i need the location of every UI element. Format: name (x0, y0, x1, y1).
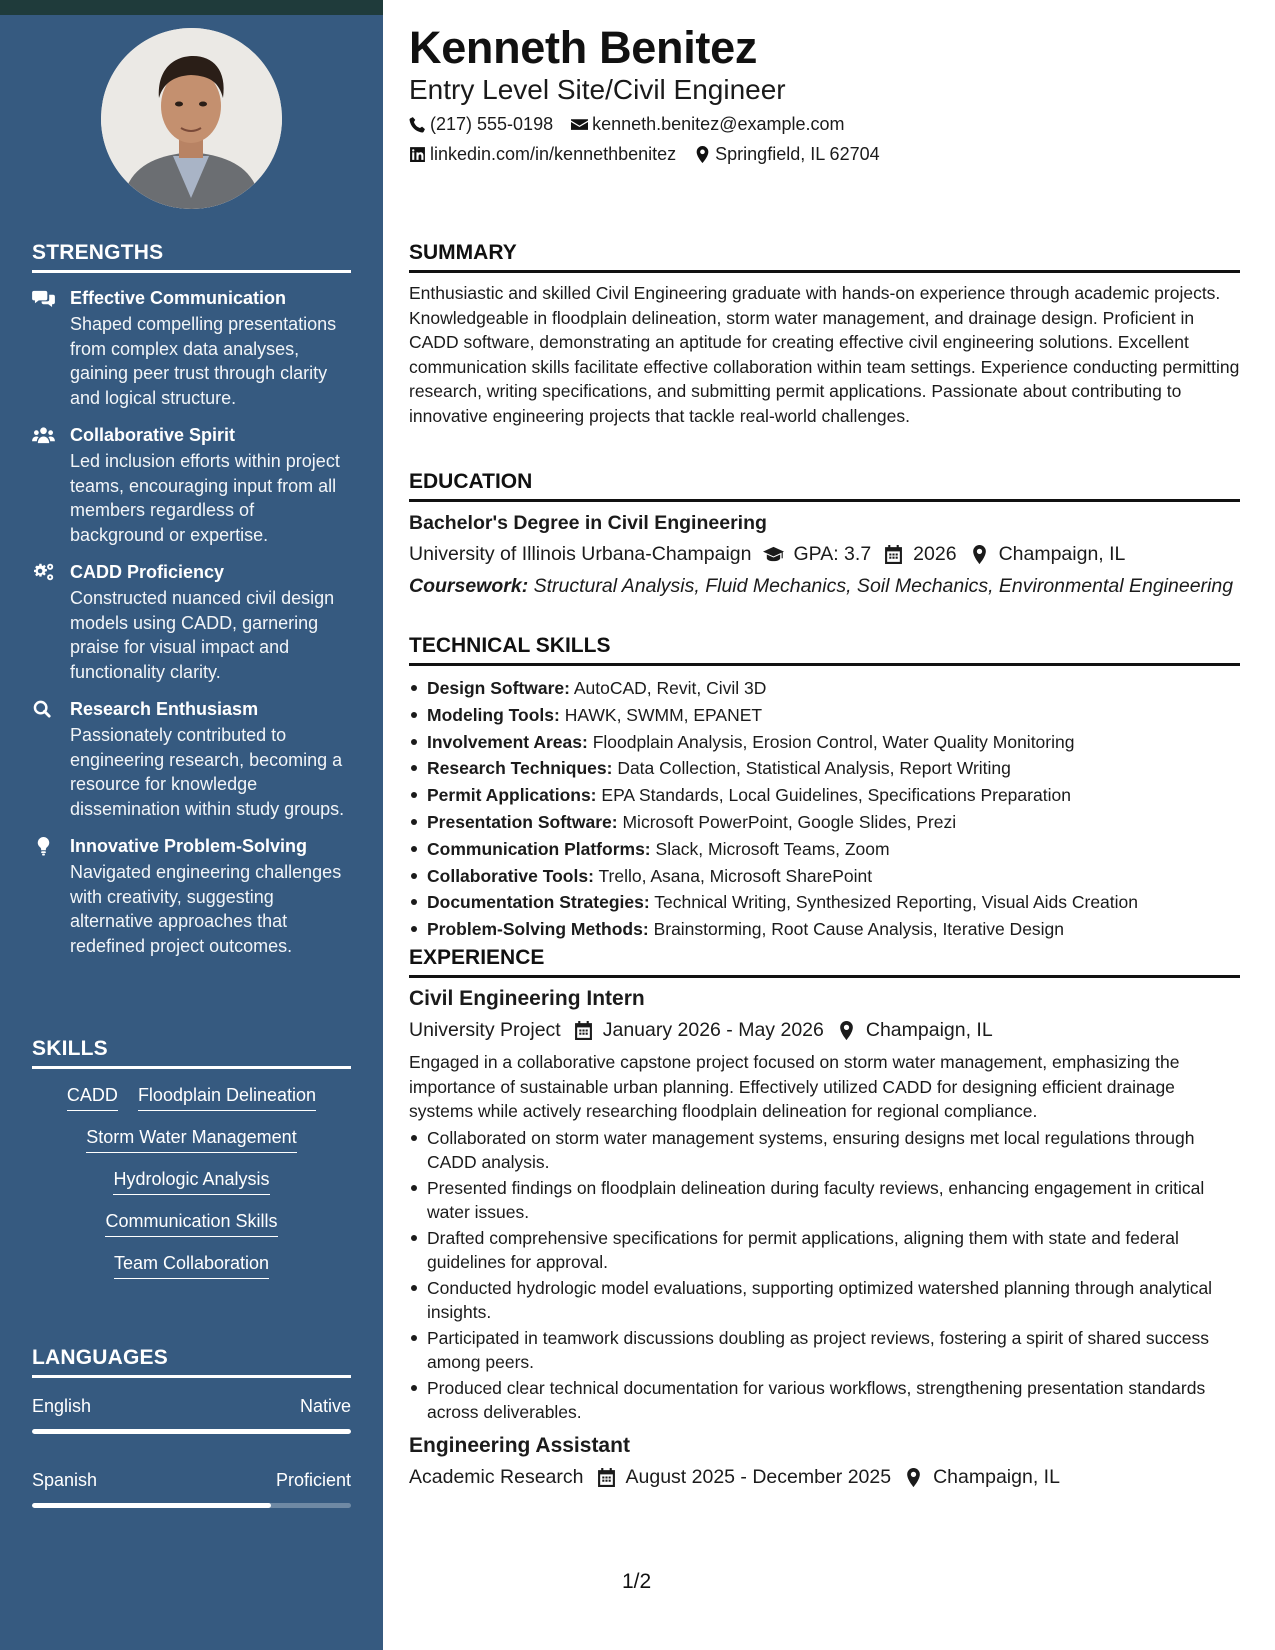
gpa (763, 543, 871, 566)
map-marker-icon (836, 1021, 857, 1040)
skills-list (32, 1083, 351, 1279)
skill-category: Problem-Solving Methods: (427, 919, 649, 940)
graduation-year-text: 2026 (913, 543, 957, 565)
sidebar-top-bar (0, 0, 383, 15)
school-name-text: University of Illinois Urbana-Champaign (409, 543, 752, 565)
language-name: English (32, 1396, 92, 1416)
language-row (32, 1396, 351, 1417)
job-meta (409, 1019, 1240, 1042)
strengths-section (32, 241, 351, 958)
skill-category: Permit Applications: (427, 785, 597, 806)
achievement-item: Produced clear technical documentation for various workflows, strengthening presentation standards across deliverables. (409, 1376, 1240, 1425)
job-title: Engineering Assistant (409, 1433, 630, 1457)
strength-description: Constructed nuanced civil design models using CADD, garnering praise for visual impact and functionality clarity. (70, 588, 335, 682)
profile-photo-image (101, 28, 282, 209)
strength-title: Innovative Problem-Solving (70, 836, 308, 856)
location-text: Springfield, IL 62704 (715, 144, 880, 164)
skill-category: Presentation Software: (427, 811, 618, 832)
job-entry (409, 1434, 1240, 1489)
technical-skill-item (409, 809, 1240, 836)
strength-description: Shaped compelling presentations from complex data analyses, gaining peer trust through clarity and logical structure. (70, 314, 337, 408)
strength-item (32, 698, 351, 821)
linkedin-url[interactable]: linkedin.com/in/kennethbenitez (430, 144, 677, 164)
school-location-text: Champaign, IL (998, 543, 1126, 565)
skill-category: Research Techniques: (427, 758, 613, 779)
language-level: Native (299, 1396, 351, 1416)
skill-tag: Floodplain Delineation (138, 1083, 316, 1111)
achievement-item: Presented findings on floodplain delineation during faculty reviews, enhancing engagement in critical water issues. (409, 1176, 1240, 1225)
map-marker-icon (903, 1468, 924, 1487)
job-organization (409, 1019, 561, 1042)
skill-values: EPA Standards, Local Guidelines, Specifications Preparation (601, 785, 1071, 806)
job-dates (573, 1019, 824, 1042)
search-icon (32, 698, 70, 821)
skill-values: Microsoft PowerPoint, Google Slides, Prezi (622, 811, 957, 832)
languages-heading: LANGUAGES (32, 1346, 351, 1378)
summary-section (409, 241, 1240, 428)
skill-category: Communication Platforms: (427, 838, 651, 859)
technical-skill-item (409, 675, 1240, 702)
skill-tag: Team Collaboration (114, 1251, 269, 1279)
technical-skills-section (409, 634, 1240, 943)
technical-skill-item (409, 916, 1240, 943)
technical-skill-item (409, 836, 1240, 863)
coursework-list: Structural Analysis, Fluid Mechanics, Soil Mechanics, Environmental Engineering (533, 575, 1234, 597)
strength-item (32, 424, 351, 547)
job-achievements (409, 1126, 1240, 1425)
map-marker-icon (694, 146, 711, 163)
skill-category: Collaborative Tools: (427, 865, 594, 886)
strength-title: Effective Communication (70, 288, 287, 308)
job-location-text: Champaign, IL (865, 1019, 993, 1041)
skill-tag: Communication Skills (105, 1209, 277, 1237)
job-dates-text: August 2025 - December 2025 (625, 1465, 892, 1488)
candidate-title: Entry Level Site/Civil Engineer (409, 74, 786, 105)
strength-title: Research Enthusiasm (70, 699, 259, 719)
technical-skills-heading: TECHNICAL SKILLS (409, 634, 1240, 666)
job-organization-text: Academic Research (409, 1465, 584, 1488)
calendar-icon (596, 1468, 617, 1487)
school-name (409, 543, 751, 566)
lightbulb-icon (32, 835, 70, 958)
language-proficiency-fill (32, 1429, 351, 1434)
contact-line (409, 144, 898, 165)
coursework (409, 574, 1240, 598)
skills-heading: SKILLS (32, 1037, 351, 1069)
strengths-heading: STRENGTHS (32, 241, 351, 273)
contact-line (409, 114, 863, 135)
summary-heading: SUMMARY (409, 241, 1240, 273)
skill-values: Technical Writing, Synthesized Reporting, Visual Aids Creation (654, 892, 1139, 913)
technical-skill-item (409, 702, 1240, 729)
technical-skill-item (409, 889, 1240, 916)
job-dates-text: January 2026 - May 2026 (602, 1019, 824, 1041)
technical-skill-item (409, 755, 1240, 782)
language-level: Proficient (275, 1470, 351, 1490)
location-contact (694, 144, 879, 165)
phone-number: (217) 555-0198 (430, 114, 554, 134)
skill-values: Data Collection, Statistical Analysis, Report Writing (617, 758, 1011, 779)
candidate-name: Kenneth Benitez (409, 22, 758, 73)
skill-values: HAWK, SWMM, EPANET (564, 704, 763, 725)
skill-category: Design Software: (427, 678, 570, 698)
technical-skill-item (409, 782, 1240, 809)
technical-skill-item (409, 729, 1240, 756)
strength-title: CADD Proficiency (70, 562, 225, 582)
phone-contact (409, 114, 553, 135)
languages-section (32, 1346, 351, 1508)
linkedin-icon (409, 146, 426, 163)
skill-values: AutoCAD, Revit, Civil 3D (573, 678, 767, 698)
job-description: Engaged in a collaborative capstone project focused on storm water management, emphasizing the importance of sustainable urban planning. Effectively utilized CADD for designing efficient drainage systems while actively researching floodplain delineation for regional compliance. (409, 1052, 1180, 1121)
job-organization (409, 1466, 584, 1489)
skills-section (32, 1037, 351, 1279)
skill-category: Involvement Areas: (427, 731, 588, 752)
comments-icon (32, 287, 70, 410)
education-heading: EDUCATION (409, 470, 1240, 502)
strength-title: Collaborative Spirit (70, 425, 236, 445)
achievement-item: Participated in teamwork discussions doubling as project reviews, fostering a spirit of shared success among peers. (409, 1326, 1240, 1375)
technical-skill-item (409, 863, 1240, 890)
job-meta (409, 1466, 1240, 1489)
education-section (409, 470, 1240, 598)
skill-values: Brainstorming, Root Cause Analysis, Iterative Design (653, 919, 1065, 940)
skill-values: Trello, Asana, Microsoft SharePoint (598, 865, 873, 886)
strength-description: Passionately contributed to engineering research, becoming a resource for knowledge dissemination within study groups. (70, 725, 345, 819)
strength-item (32, 835, 351, 958)
page-number: 1/2 (622, 1570, 652, 1593)
phone-icon (409, 116, 426, 133)
skill-category: Documentation Strategies: (427, 892, 650, 913)
strength-item (32, 287, 351, 410)
language-proficiency-bar (32, 1503, 351, 1508)
graduation-cap-icon (763, 545, 784, 564)
skill-tag: Hydrologic Analysis (113, 1167, 269, 1195)
envelope-icon (571, 116, 588, 133)
technical-skills-list (409, 675, 1240, 943)
strength-description: Led inclusion efforts within project teams, encouraging input from all members regardless of background or expertise. (70, 451, 340, 545)
email-address[interactable]: kenneth.benitez@example.com (592, 114, 845, 134)
language-row (32, 1470, 351, 1491)
achievement-item: Drafted comprehensive specifications for permit applications, aligning them with state and federal guidelines for approval. (409, 1226, 1240, 1275)
language-proficiency-bar (32, 1429, 351, 1434)
job-location-text: Champaign, IL (933, 1465, 1060, 1488)
sidebar (0, 0, 383, 1650)
summary-text: Enthusiastic and skilled Civil Engineering graduate with hands-on experience through academic projects. Knowledgeable in floodplain delineation, storm water management, and drainage design. Proficient in CADD software, demonstrating an aptitude for creating effective civil engineering solutions. Excellent communication skills facilitate effective collaboration within team settings. Experience conducting permitting research, writing specifications, and submitting permit applications. Passionate about contributing to innovative engineering projects that tackle real-world challenges. (409, 283, 1240, 426)
skill-tag: CADD (67, 1083, 118, 1111)
map-marker-icon (969, 545, 990, 564)
strength-description: Navigated engineering challenges with creativity, suggesting alternative approaches that redefined project outcomes. (70, 862, 342, 956)
school-location (969, 543, 1126, 566)
language-name: Spanish (32, 1470, 98, 1490)
achievement-item: Conducted hydrologic model evaluations, supporting optimized watershed planning through analytical insights. (409, 1276, 1240, 1325)
job-entry (409, 987, 1240, 1425)
skill-values: Floodplain Analysis, Erosion Control, Water Quality Monitoring (592, 731, 1075, 752)
gears-icon (32, 561, 70, 684)
calendar-icon (883, 545, 904, 564)
skill-values: Slack, Microsoft Teams, Zoom (655, 838, 890, 859)
strength-item (32, 561, 351, 684)
calendar-icon (573, 1021, 594, 1040)
gpa-text: GPA: 3.7 (793, 543, 872, 565)
achievement-item: Collaborated on storm water management systems, ensuring designs met local regulations through CADD analysis. (409, 1126, 1240, 1175)
skill-tag: Storm Water Management (86, 1125, 296, 1153)
graduation-year (883, 543, 956, 566)
job-title: Civil Engineering Intern (409, 987, 645, 1010)
job-organization-text: University Project (409, 1019, 561, 1041)
email-contact[interactable] (571, 114, 844, 135)
job-location (903, 1466, 1060, 1489)
users-icon (32, 424, 70, 547)
experience-section (409, 946, 1240, 1489)
education-meta (409, 543, 1240, 566)
job-dates (596, 1466, 892, 1489)
job-location (836, 1019, 993, 1042)
experience-heading: EXPERIENCE (409, 946, 1240, 978)
degree-title: Bachelor's Degree in Civil Engineering (409, 512, 767, 534)
linkedin-contact[interactable] (409, 144, 676, 165)
coursework-label: Coursework: (409, 575, 529, 597)
profile-photo (101, 28, 282, 209)
skill-category: Modeling Tools: (427, 704, 560, 725)
language-proficiency-fill (32, 1503, 271, 1508)
